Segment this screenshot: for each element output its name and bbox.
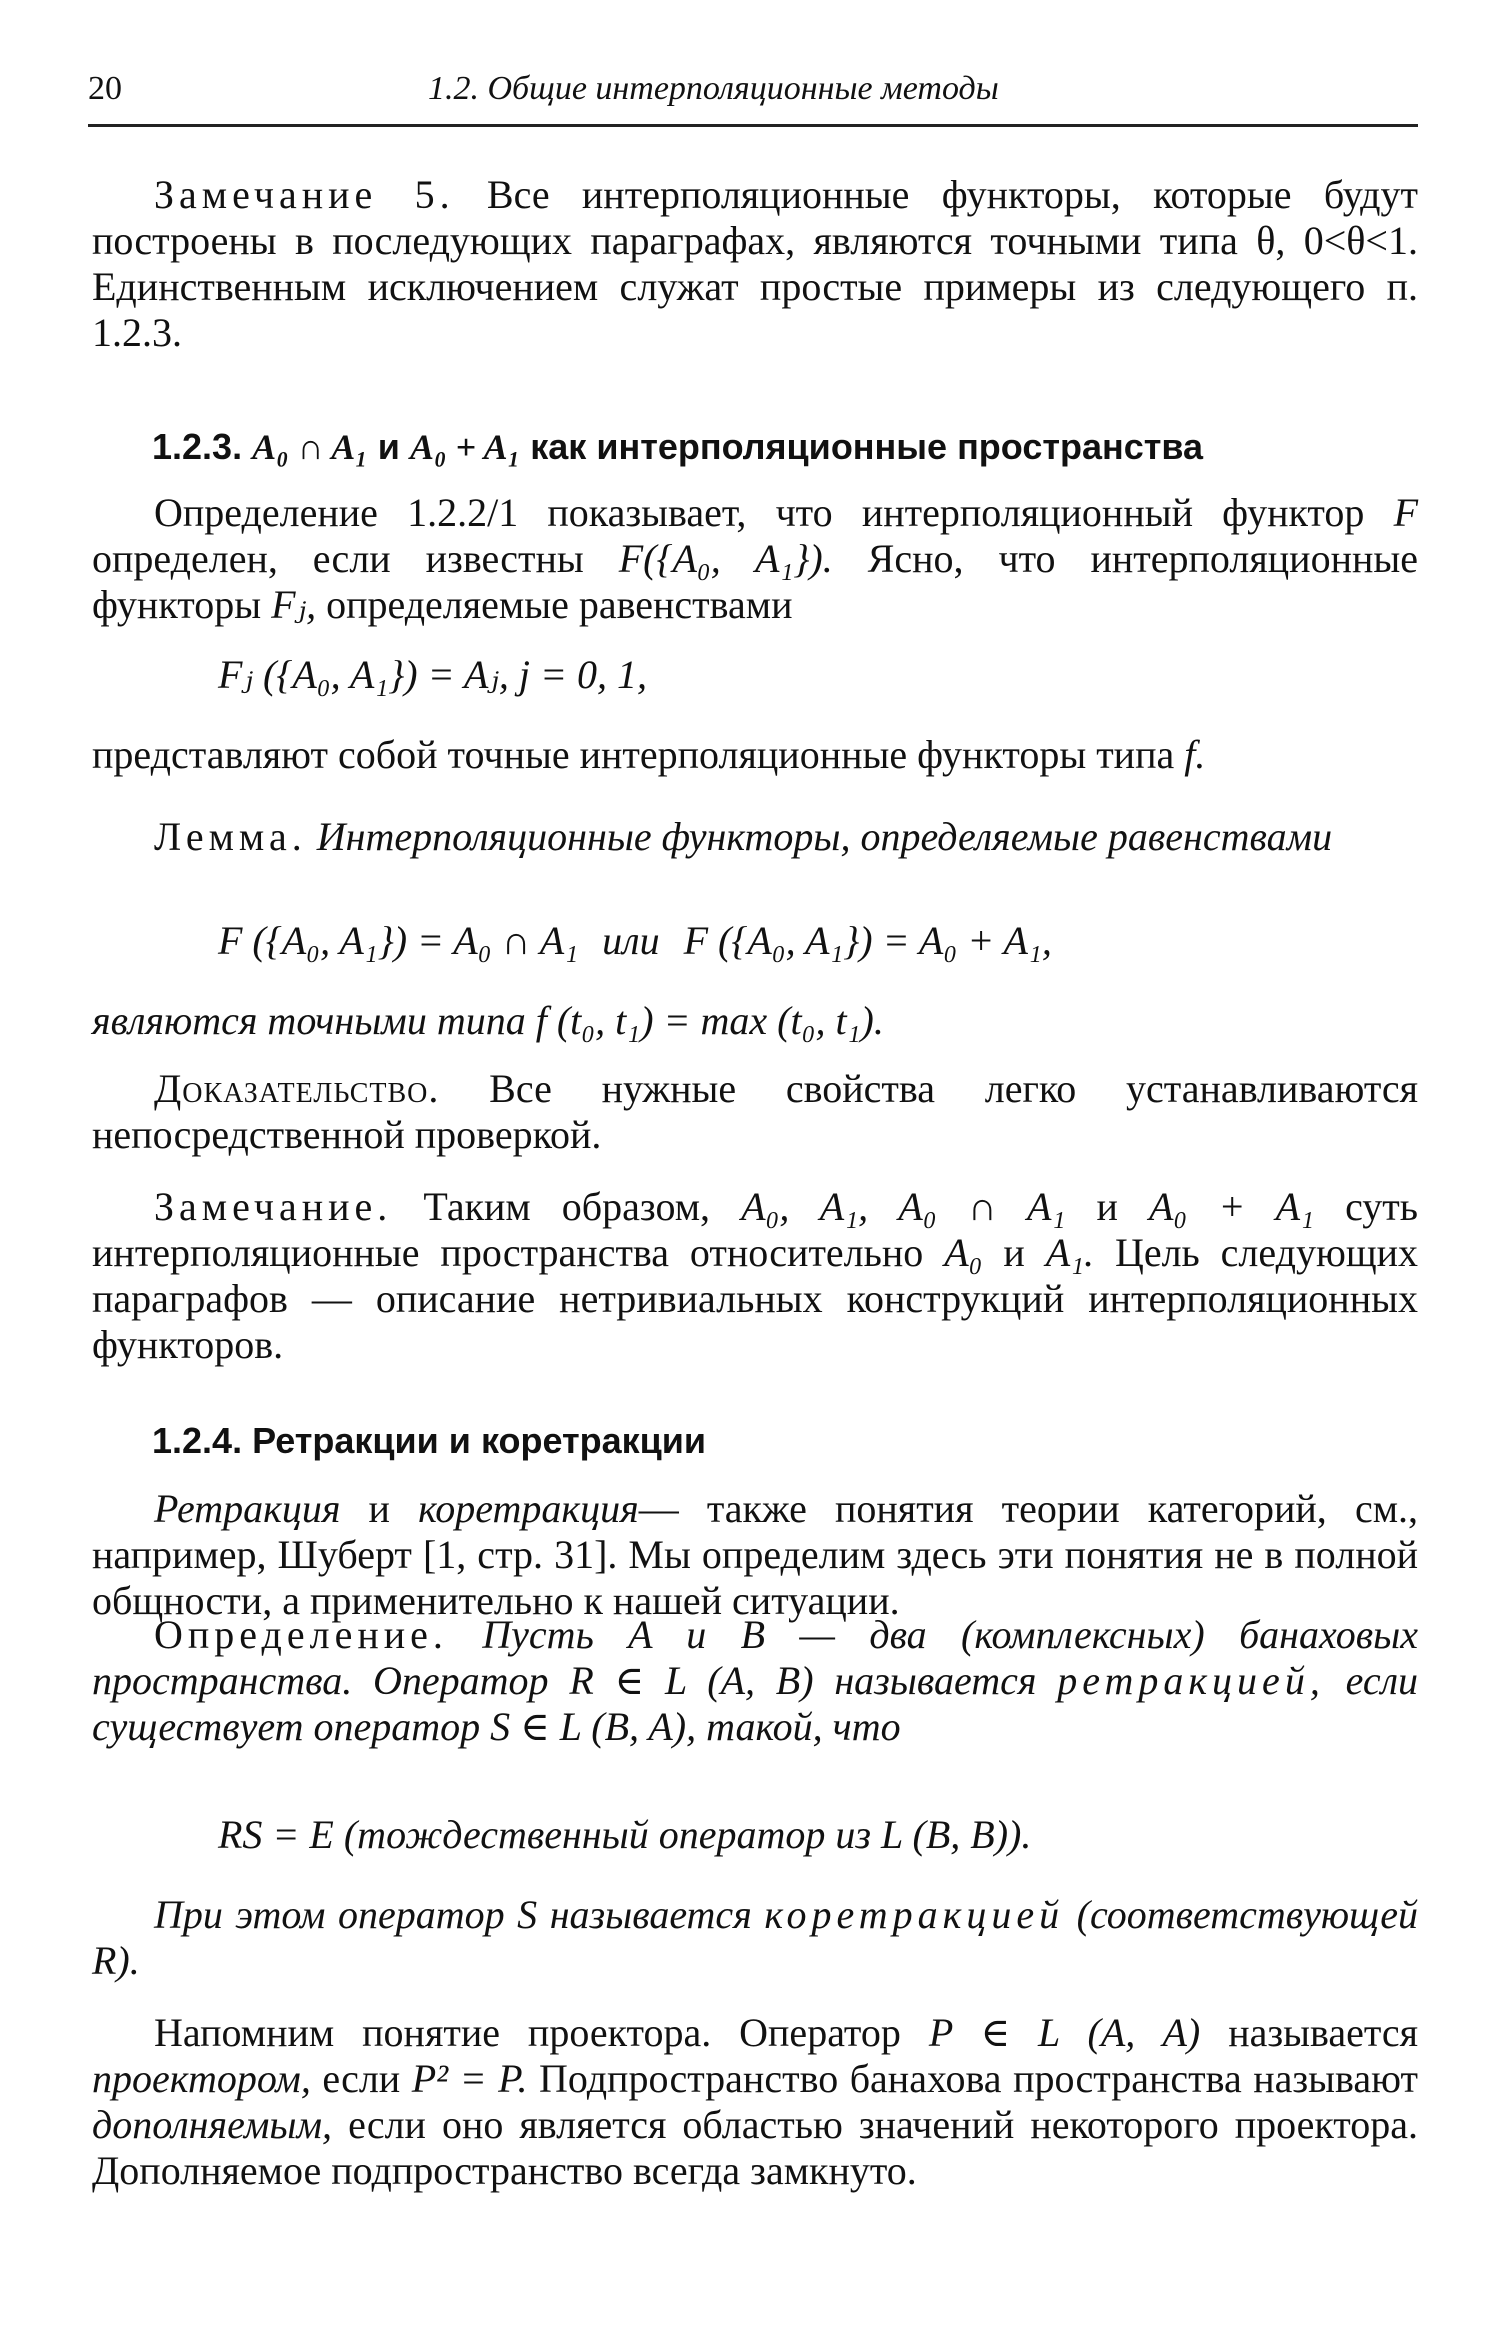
remark-math-2: A₀ + A₁: [1148, 1184, 1315, 1229]
para-def-text-2: определен, если известны: [92, 536, 584, 581]
remark-math-4: A₁.: [1045, 1230, 1095, 1275]
formula-lemma-conj: или: [602, 918, 660, 963]
remark-math-1: A₀, A₁, A₀ ∩ A₁: [741, 1184, 1066, 1229]
section-title-math-left: A₀ ∩ A₁: [252, 427, 368, 467]
formula-rs: [218, 1812, 1031, 1858]
formula-rs-left: RS = E: [218, 1812, 334, 1857]
definition-continuation: [92, 1892, 1418, 1984]
definition-reference-paragraph: [92, 490, 1418, 628]
remark-5-text: Все интерполяционные функторы, которые будут построены в последующих параграфах, являются точными типа θ, 0<θ<1. Единственным исключением служат простые примеры из следующего п. 1.2.3.: [92, 172, 1419, 355]
remark-label: Замечание.: [154, 1184, 393, 1229]
formula-rs-text: (тождественный оператор из: [343, 1812, 872, 1857]
definition-label: Определение.: [154, 1612, 448, 1657]
para-def-text-3: Ясно, что интерполяционные функторы: [92, 536, 1419, 627]
retraction-paragraph: [92, 1486, 1418, 1624]
remark-text-2: и: [1096, 1184, 1118, 1229]
page-number: 20: [88, 70, 122, 107]
remark-text-4: и: [1003, 1230, 1025, 1275]
formula-lemma-left: F ({A₀, A₁}) = A₀ ∩ A₁: [218, 918, 579, 963]
definition-cont-text-2: (соответствующей R).: [92, 1892, 1419, 1983]
lemma-conclusion: [92, 998, 1418, 1044]
exact-functors-paragraph: [92, 732, 1418, 778]
remark-paragraph: [92, 1184, 1418, 1368]
lemma-conclusion-math: f (t₀, t₁) = max (t₀, t₁).: [535, 998, 884, 1043]
definition-paragraph: [92, 1612, 1418, 1750]
remark-5-paragraph: [92, 172, 1418, 356]
remark-math-3: A₀: [944, 1230, 983, 1275]
lemma-conclusion-text: являются точными типа: [92, 998, 526, 1043]
projector-text-4: Подпространство банахова пространства называют: [538, 2056, 1418, 2101]
para-def-var-f: F: [1393, 490, 1418, 535]
running-title: 1.2. Общие интерполяционные методы: [428, 70, 999, 107]
formula-lemma: [218, 918, 1052, 964]
definition-term: ретракцией,: [1057, 1658, 1325, 1703]
section-title-math-right: A₀ + A₁: [409, 427, 521, 467]
exact-functors-text: представляют собой точные интерполяционные функторы типа: [92, 732, 1175, 777]
formula-lemma-right: F ({A₀, A₁}) = A₀ + A₁,: [683, 918, 1052, 963]
definition-cont-text-1: При этом оператор S называется: [154, 1892, 752, 1937]
projector-text-2: называется: [1228, 2010, 1419, 2055]
projector-text-1: Напомним понятие проектора. Оператор: [154, 2010, 901, 2055]
section-1-2-3-heading: [152, 424, 1203, 470]
section-1-2-4-heading: [152, 1418, 706, 1464]
page-header: [88, 64, 1418, 127]
formula-rs-right: L (B, B)).: [881, 1812, 1032, 1857]
projector-text-3: если: [322, 2056, 401, 2101]
section-124-number: 1.2.4.: [152, 1420, 243, 1461]
formula-fj: Fⱼ ({A₀, A₁}) = Aⱼ, j = 0, 1,: [218, 652, 647, 697]
term-complemented: дополняемым,: [92, 2102, 333, 2147]
exact-functors-math: f.: [1184, 732, 1206, 777]
projector-math-1: P ∈ L (A, A): [928, 2010, 1201, 2055]
section-number: 1.2.3.: [152, 426, 243, 467]
proof-text: Все нужные свойства легко устанавливаются непосредственной проверкой.: [92, 1066, 1419, 1157]
remark-text-3: суть интерполяционные пространства относительно: [92, 1184, 1419, 1275]
para-def-math-2: Fⱼ,: [271, 582, 317, 627]
para-def-text-1: Определение 1.2.2/1 показывает, что интерполяционный функтор: [154, 490, 1365, 535]
projector-text-5: если оно является областью значений некоторого проектора. Дополняемое подпространство всегда замкнуто.: [92, 2102, 1419, 2193]
term-projector: проектором,: [92, 2056, 311, 2101]
para-def-text-4: определяемые равенствами: [326, 582, 793, 627]
term-retraction: Ретракция: [154, 1486, 341, 1531]
projector-math-2: P² = P.: [411, 2056, 528, 2101]
definition-text-2: если существует оператор S ∈ L (B, A), такой, что: [92, 1658, 1419, 1749]
lemma-paragraph: [92, 814, 1418, 860]
section-title-text: как интерполяционные пространства: [530, 426, 1204, 467]
definition-text-1: Пусть A и B — два (комплексных) банаховых пространства. Оператор R ∈ L (A, B) называется: [92, 1612, 1418, 1703]
retraction-text-1: и: [368, 1486, 390, 1531]
proof-label: Доказательство.: [154, 1066, 440, 1111]
projector-paragraph: [92, 2010, 1418, 2194]
lemma-text: Интерполяционные функторы, определяемые равенствами: [316, 814, 1333, 859]
section-title-conj: и: [377, 426, 400, 467]
remark-text-5: Цель следующих параграфов — описание нетривиальных конструкций интерполяционных функторов.: [92, 1230, 1419, 1367]
section-124-title: Ретракции и коретракции: [252, 1420, 707, 1461]
remark-5-label: Замечание 5.: [154, 172, 455, 217]
term-coretraction: коретракция: [418, 1486, 639, 1531]
proof-paragraph: [92, 1066, 1418, 1158]
lemma-label: Лемма.: [154, 814, 307, 859]
para-def-math-1: F({A₀, A₁}).: [618, 536, 833, 581]
definition-cont-term: коретракцией: [764, 1892, 1065, 1937]
retraction-text-2: — также понятия теории категорий, см., например, Шуберт [1, стр. 31]. Мы определим здесь эти понятия не в полной общности, а применительно к нашей ситуации.: [92, 1486, 1419, 1623]
remark-text-1: Таким образом,: [423, 1184, 711, 1229]
